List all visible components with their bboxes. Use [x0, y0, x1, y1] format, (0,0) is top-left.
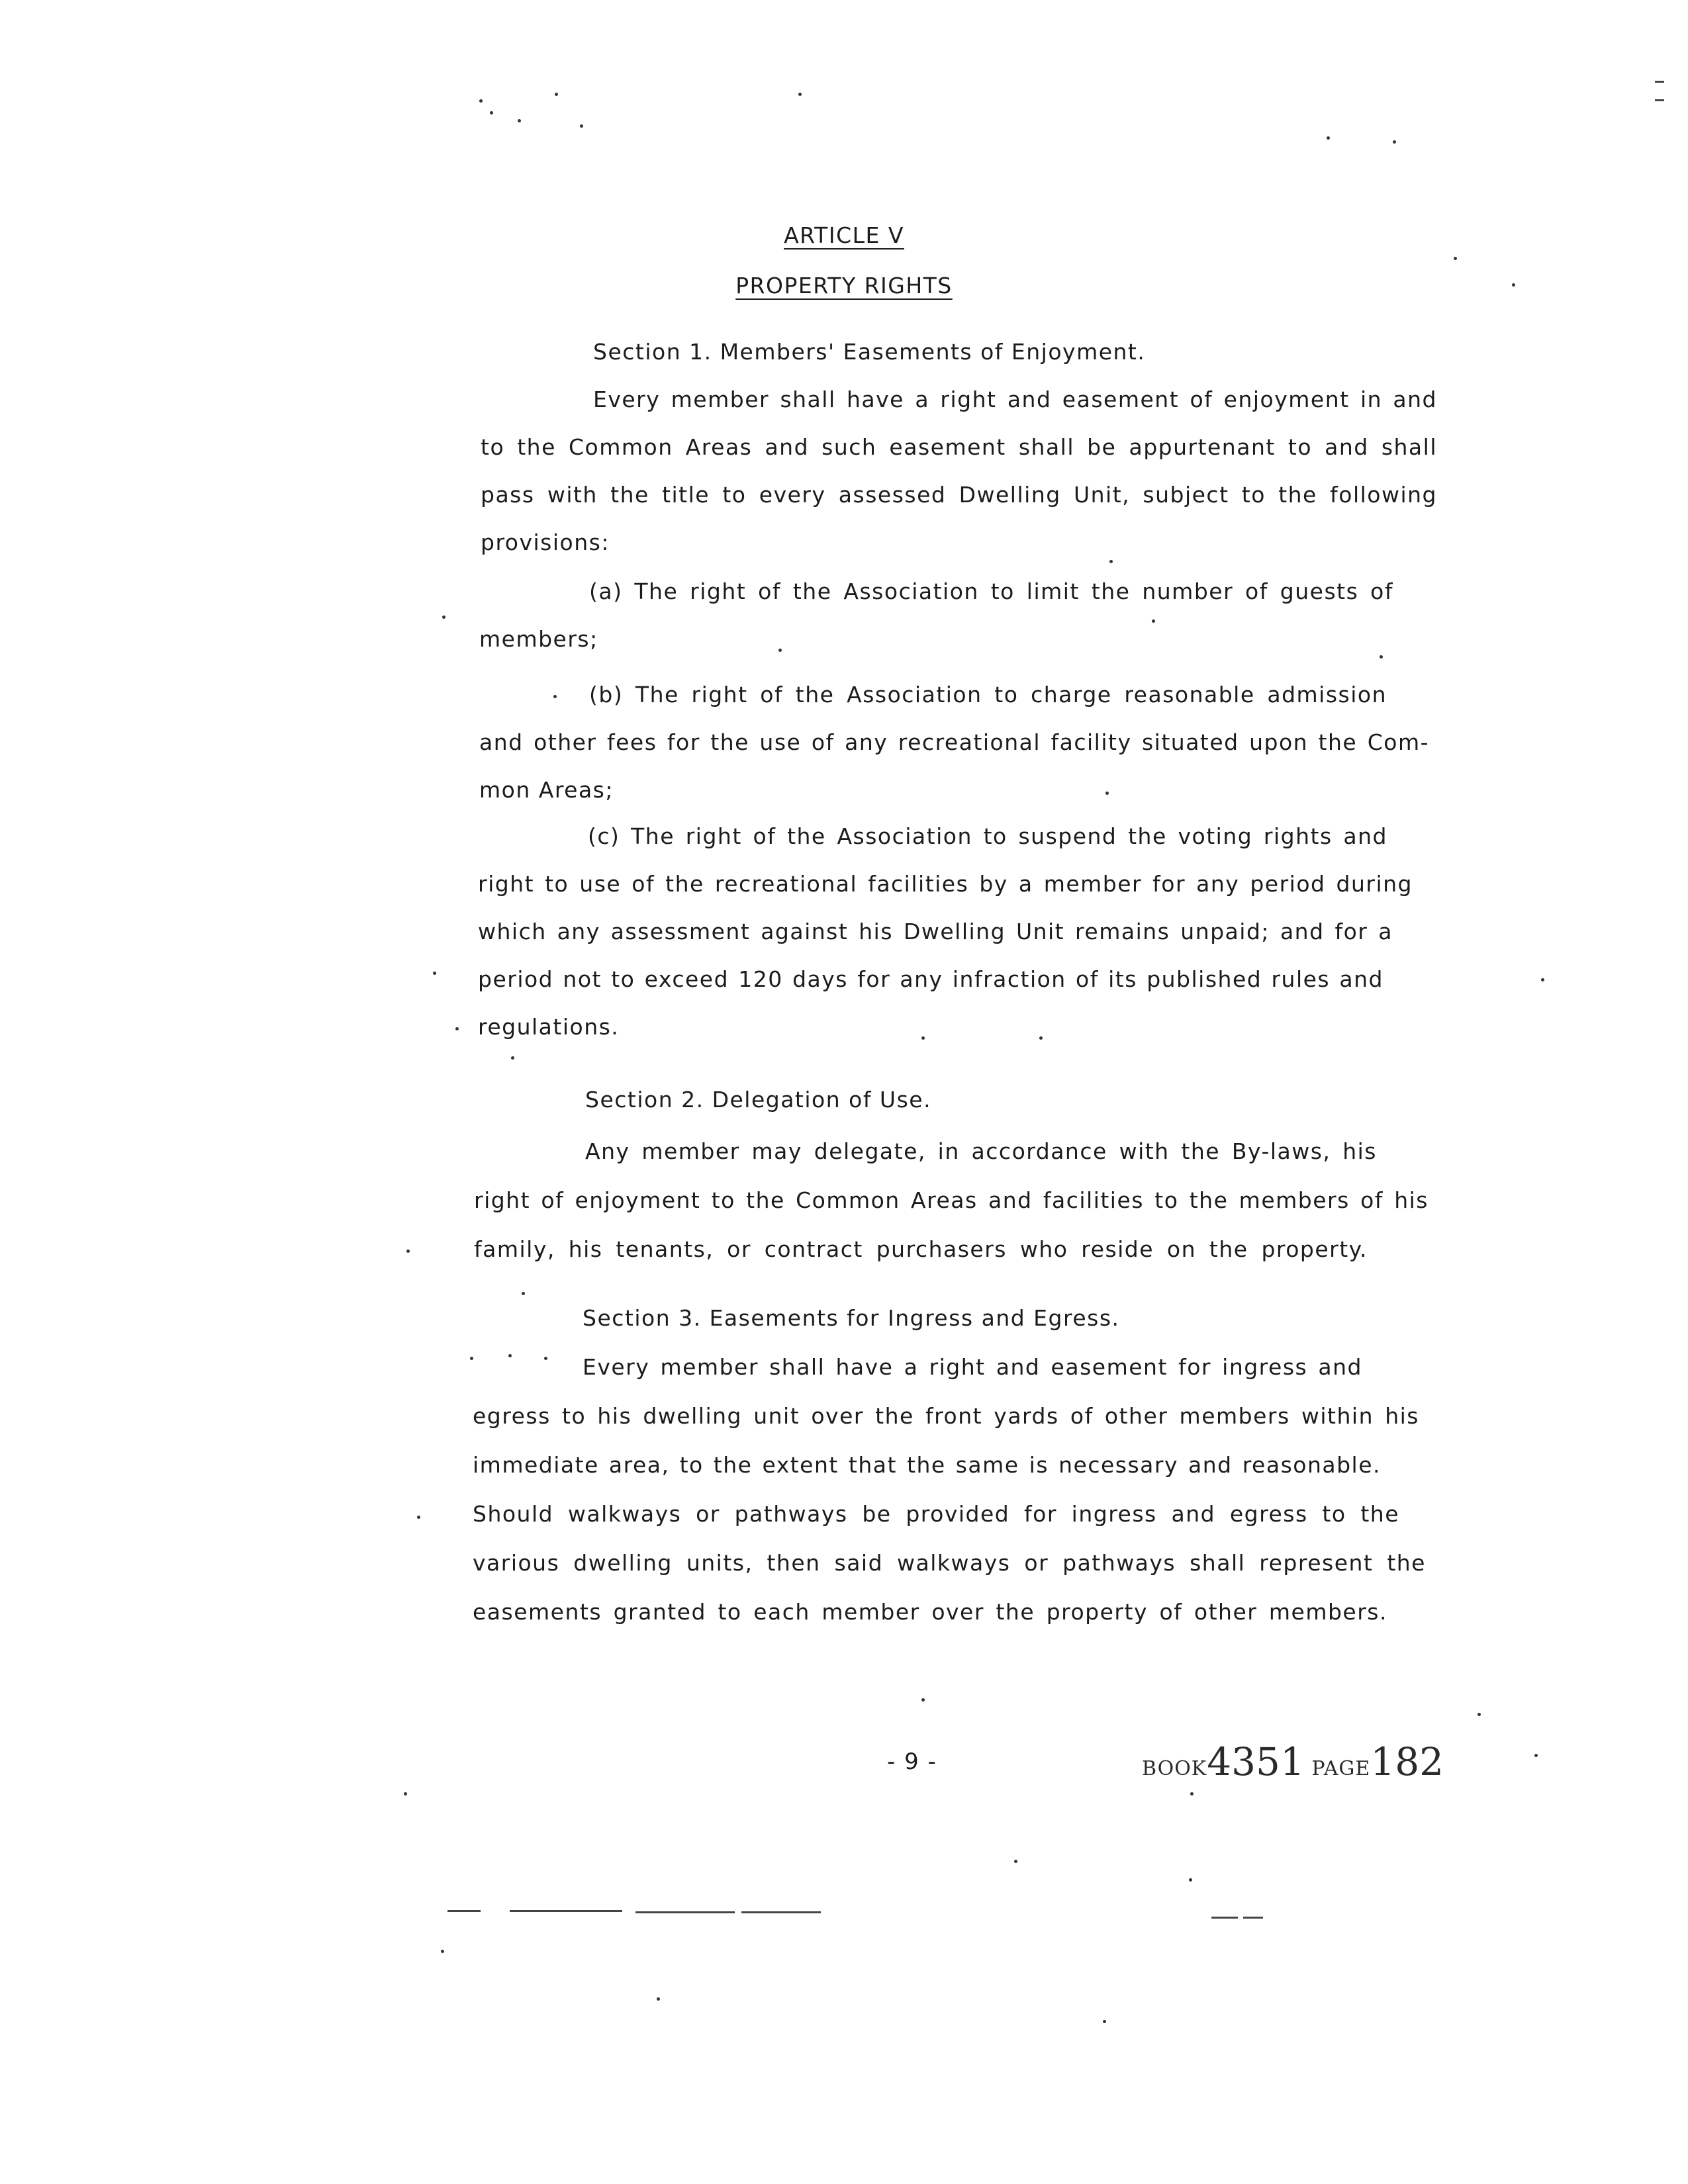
- scan-speck: [417, 1516, 420, 1519]
- scan-speck: [522, 1292, 525, 1295]
- provision-c-line: which any assessment against his Dwelling Unit remains unpaid; and for a: [478, 919, 1393, 944]
- section-1-line: pass with the title to every assessed Dwelling Unit, subject to the following: [481, 482, 1437, 508]
- scan-speck: [1477, 1713, 1481, 1716]
- scan-speck: [406, 1250, 410, 1253]
- provision-a-line: members;: [479, 626, 598, 652]
- scan-streak: [1243, 1917, 1263, 1919]
- scan-speck: [518, 119, 521, 122]
- scan-speck: [455, 1027, 459, 1030]
- section-1-heading: Section 1. Members' Easements of Enjoyment.: [593, 339, 1146, 365]
- article-title: [0, 222, 1688, 248]
- provision-c-line: period not to exceed 120 days for any infraction of its published rules and: [478, 966, 1383, 992]
- scan-speck: [1541, 978, 1544, 981]
- provision-c-line: right to use of the recreational facilities by a member for any period during: [478, 871, 1413, 897]
- provision-b-line: (b) The right of the Association to charge reasonable admission: [589, 682, 1387, 707]
- page-label: PAGE: [1311, 1757, 1371, 1780]
- section-2-line: Any member may delegate, in accordance with the By-laws, his: [585, 1138, 1377, 1164]
- scan-speck: [1189, 1878, 1192, 1882]
- scan-speck: [433, 972, 436, 975]
- book-number: 4351: [1207, 1739, 1305, 1784]
- scan-speck: [441, 1950, 444, 1953]
- scan-streak: [635, 1911, 735, 1913]
- section-2-line: family, his tenants, or contract purchasers who reside on the property.: [474, 1236, 1368, 1262]
- section-1-line: provisions:: [481, 529, 610, 555]
- scan-speck: [1327, 136, 1330, 140]
- scan-speck: [1190, 1792, 1194, 1796]
- section-2-heading: Section 2. Delegation of Use.: [585, 1087, 932, 1113]
- scan-streak: [741, 1911, 821, 1913]
- section-3-line: egress to his dwelling unit over the front yards of other members within his: [473, 1403, 1419, 1429]
- section-1-line: to the Common Areas and such easement shall be appurtenant to and shall: [481, 434, 1437, 460]
- scan-streak: [1655, 99, 1664, 101]
- scan-speck: [921, 1698, 925, 1702]
- provision-b-line: mon Areas;: [479, 777, 614, 803]
- scan-speck: [778, 649, 782, 652]
- scan-speck: [555, 93, 558, 96]
- article-subtitle: [0, 273, 1688, 298]
- scan-speck: [1512, 283, 1515, 287]
- provision-b-line: and other fees for the use of any recreational facility situated upon the Com-: [479, 729, 1429, 755]
- scan-speck: [798, 93, 802, 96]
- provision-c-line: (c) The right of the Association to suspend the voting rights and: [588, 823, 1387, 849]
- scan-speck: [921, 1036, 925, 1040]
- scan-speck: [1534, 1754, 1538, 1757]
- book-label: BOOK: [1142, 1757, 1207, 1780]
- scan-streak: [1655, 81, 1664, 83]
- scan-speck: [470, 1357, 473, 1360]
- scan-streak: [1211, 1917, 1238, 1919]
- scan-speck: [1380, 655, 1383, 659]
- provision-c-line: regulations.: [478, 1014, 620, 1040]
- scan-speck: [490, 111, 493, 114]
- scan-speck: [1109, 560, 1113, 563]
- article-title-text: ARTICLE V: [784, 222, 904, 248]
- section-3-line: immediate area, to the extent that the same is necessary and reasonable.: [473, 1452, 1381, 1478]
- scan-speck: [511, 1056, 514, 1060]
- scan-speck: [1152, 619, 1155, 623]
- scan-speck: [404, 1792, 407, 1796]
- section-3-line: Every member shall have a right and easement for ingress and: [583, 1354, 1362, 1380]
- record-page-number: 182: [1370, 1739, 1444, 1784]
- scan-speck: [553, 695, 557, 698]
- scan-speck: [1039, 1036, 1043, 1040]
- scan-speck: [1014, 1860, 1017, 1863]
- scan-streak: [510, 1910, 622, 1912]
- section-3-line: various dwelling units, then said walkways or pathways shall represent the: [473, 1550, 1426, 1576]
- section-3-line: easements granted to each member over the property of other members.: [473, 1599, 1387, 1625]
- scan-speck: [1105, 792, 1109, 795]
- section-3-heading: Section 3. Easements for Ingress and Egress.: [583, 1305, 1120, 1331]
- section-2-line: right of enjoyment to the Common Areas and facilities to the members of his: [474, 1187, 1429, 1213]
- section-1-line: Every member shall have a right and easement of enjoyment in and: [593, 387, 1437, 412]
- page-number: - 9 -: [887, 1749, 937, 1775]
- section-3-line: Should walkways or pathways be provided for ingress and egress to the: [473, 1501, 1399, 1527]
- scan-streak: [447, 1910, 481, 1912]
- scan-speck: [479, 99, 483, 103]
- scan-speck: [544, 1357, 547, 1360]
- scan-speck: [442, 615, 445, 619]
- book-page-stamp: [1142, 1739, 1444, 1784]
- provision-a-line: (a) The right of the Association to limit the number of guests of: [589, 578, 1393, 604]
- scan-speck: [1454, 257, 1457, 260]
- article-subtitle-text: PROPERTY RIGHTS: [735, 273, 953, 298]
- scan-speck: [1103, 2020, 1106, 2023]
- scan-speck: [508, 1354, 512, 1357]
- scan-speck: [580, 124, 583, 128]
- scan-speck: [657, 1997, 660, 2001]
- scan-speck: [1393, 140, 1396, 144]
